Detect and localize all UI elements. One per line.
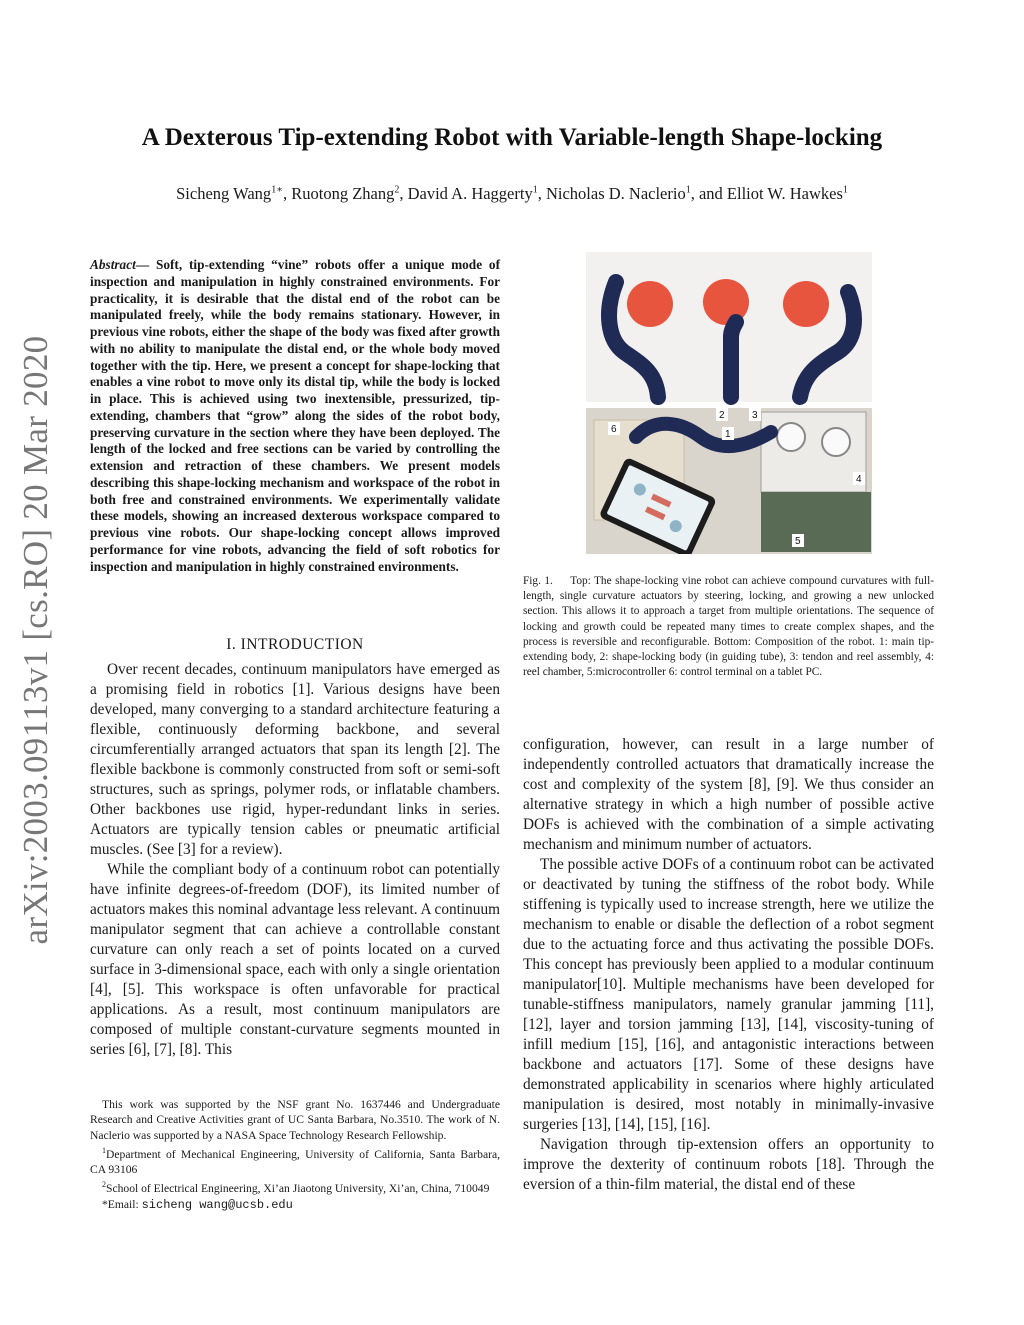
affiliation-mark: 1 — [532, 184, 538, 196]
target-circle — [783, 281, 829, 327]
paragraph: configuration, however, can result in a large number of independently controlled actuators that dramatically increase the cost and complexity of the system [8], [9]. We thus consider an alternative strategy in which a high number of possible active DOFs is achieved with the combination of a simple activating mechanism and minimum number of actuators. — [523, 736, 934, 853]
affiliation-mark: 1 — [102, 1145, 106, 1155]
figure-label: 2 — [719, 410, 725, 421]
arxiv-stamp-text: arXiv:2003.09113v1 [cs.RO] 20 Mar 2020 — [16, 335, 55, 945]
figure-label: 6 — [611, 424, 617, 435]
abstract-dash: — — [135, 257, 156, 272]
arxiv-stamp — [6, 300, 66, 980]
intro-right-column — [523, 735, 934, 1195]
author-list — [80, 184, 944, 204]
paragraph: The possible active DOFs of a continuum robot can be activated or deactivated by tuning the stiffness of the robot body. While stiffening is typically used to increase strength, here we utilize the mechanism to enable or disable the deflection of a robot segment due to the actuating force and thus activating the possible DOFs. This concept has previously been applied to a modular continuum manipulator[10]. Multiple mechanisms have been developed for tunable-stiffness manipulators, namely granular jamming [11], [12], layer and torsion jamming [13], [14], viscosity-tuning of infill medium [15], [16], and antagonistic interactions between backbone and actuators [17]. Some of these designs have demonstrated applicability in scenarios where highly articulated manipulation is desired, most notably in minimally-invasive surgeries [13], [14], [15], [16]. — [523, 856, 934, 1133]
author-name: Ruotong Zhang — [291, 184, 395, 203]
affiliation-text: Department of Mechanical Engineering, University of California, Santa Barbara, CA 93106 — [90, 1147, 500, 1177]
abstract — [90, 257, 500, 575]
author-separator: , — [282, 184, 292, 203]
email-note — [90, 1197, 500, 1213]
figure-label: 5 — [795, 536, 801, 547]
paper-title: A Dexterous Tip-extending Robot with Variable-length Shape-locking — [141, 124, 883, 151]
abstract-text: Soft, tip-extending “vine” robots offer a unique mode of inspection and manipulation in highly constrained environments. For practicality, it is desirable that the distal end of the robot can be manipulated freely, while the body remains stationary. However, in previous vine robots, either the shape of the body was fixed after growth with no ability to manipulate the distal end, or the whole body moved together with the tip. Here, we present a concept for shape-locking that enables a vine robot to move only its distal tip, while the body is locked in place. This is achieved using two inextensible, pressurized, tip-extending, chambers that “grow” along the sides of the robot body, preserving curvature in the section where they have been deployed. The length of the locked and free sections can be varied by controlling the extension and retraction of these chambers. We present models describing this shape-locking mechanism and workspace of the robot in both free and constrained environments. We experimentally validate these models, showing an increased dexterous workspace compared to previous vine robots. Our shape-locking concept allows improved performance for vine robots, advancing the field of soft robotics for inspection and manipulation in highly constrained environments. — [90, 257, 500, 574]
email-link[interactable]: sicheng wang@ucsb.edu — [141, 1197, 293, 1212]
reel — [822, 428, 850, 456]
author-separator: , and — [690, 184, 727, 203]
author-name: Elliot W. Hawkes — [726, 184, 843, 203]
author-name: Sicheng Wang — [176, 184, 272, 203]
figure-label: 1 — [725, 429, 731, 440]
author-name: David A. Haggerty — [407, 184, 533, 203]
figure-caption — [523, 574, 934, 680]
email-label: *Email: — [102, 1197, 142, 1211]
affiliation-mark: 1 — [842, 184, 848, 196]
reel — [777, 423, 805, 451]
section-heading: I. INTRODUCTION — [226, 636, 364, 653]
figure-label: 4 — [856, 474, 862, 485]
intro-left-column — [90, 660, 500, 1060]
author-name: Nicholas D. Naclerio — [545, 184, 686, 203]
affiliation-note — [90, 1143, 500, 1177]
affiliation-mark: 2 — [102, 1180, 106, 1190]
figure-label: 3 — [752, 410, 758, 421]
caption-label: Fig. 1. — [523, 575, 553, 587]
figure-1 — [586, 252, 872, 554]
abstract-label: Abstract — [90, 257, 136, 272]
author-separator: , — [399, 184, 408, 203]
vine-robot-center — [731, 322, 736, 397]
paragraph: While the compliant body of a continuum robot can potentially have infinite degrees-of-freedom (DOF), its limited number of actuators makes this nominal advantage less relevant. A continuum manipulator segment that can achieve a controllable constant curvature can only reach a set of points located on a curved surface in 3-dimensional space, each with only a single orientation [4], [5]. This workspace is often unfavorable for practical applications. As a result, most continuum manipulators are composed of multiple constant-curvature segments mounted in series [6], [7], [8]. This — [90, 861, 500, 1058]
footnotes — [90, 1097, 500, 1213]
affiliation-mark: 1∗ — [271, 184, 283, 196]
paragraph: Over recent decades, continuum manipulators have emerged as a promising field in robotics [1]. Various designs have been developed, many converging to a standard architecture featuring a flexible, continuously deforming backbone, and several circumferentially arranged actuators that span its length [2]. The flexible backbone is commonly constructed from soft or semi-soft structures, such as springs, polymer rods, or inflatable chambers. Other backbones use rigid, hyper-redundant links in series. Actuators are typically tension cables or pneumatic artificial muscles. (See [3] for a review). — [90, 661, 500, 858]
microcontroller — [761, 492, 871, 552]
caption-text: Top: The shape-locking vine robot can achieve compound curvatures with full-length, single curvature actuators by steering, locking, and growing a new unlocked section. This allows it to approach a target from multiple orientations. The sequence of locking and growth could be repeated many times to create complex shapes, and the process is reversible and reconfigurable. Bottom: Composition of the robot. 1: main tip-extending body, 2: shape-locking body (in guiding tube), 3: tendon and reel assembly, 4: reel chamber, 5:microcontroller 6: control terminal on a tablet PC. — [523, 575, 934, 679]
affiliation-mark: 1 — [685, 184, 691, 196]
funding-note: This work was supported by the NSF grant No. 1637446 and Undergraduate Research and Creative Activities grant of UC Santa Barbara, No.3510. The work of N. Naclerio was supported by a NASA Space Technology Research Fellowship. — [90, 1098, 500, 1142]
target-circle — [627, 281, 673, 327]
author-separator: , — [537, 184, 546, 203]
affiliation-text: School of Electrical Engineering, Xi’an Jiaotong University, Xi’an, China, 710049 — [106, 1182, 490, 1196]
affiliation-mark: 2 — [394, 184, 400, 196]
reel-assembly — [761, 412, 866, 492]
affiliation-note — [90, 1177, 500, 1196]
paragraph: Navigation through tip-extension offers an opportunity to improve the dexterity of continuum robots [18]. Through the eversion of a thin-film material, the distal end of these — [523, 1136, 934, 1193]
